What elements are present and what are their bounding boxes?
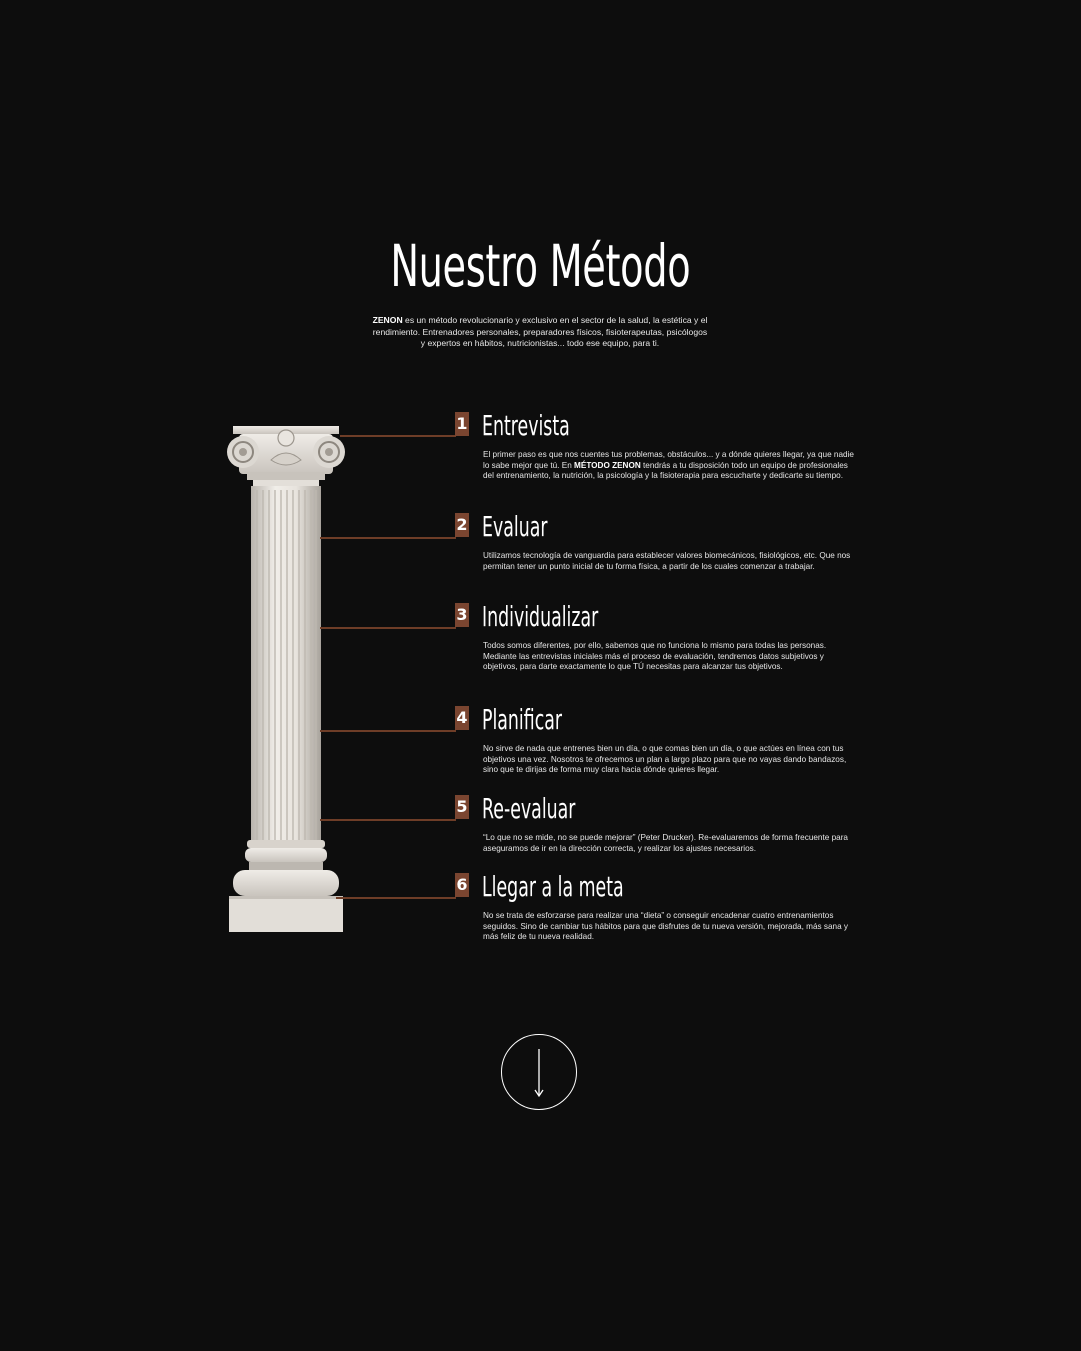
step-4-title: Planificar bbox=[482, 703, 563, 736]
step-1-desc-bold: MÉTODO ZENON bbox=[574, 460, 641, 470]
step-6-title: Llegar a la meta bbox=[482, 870, 624, 903]
step-3-description: Todos somos diferentes, por ello, sabemos que no funciona lo mismo para todas las personas. Mediante las entrevistas iniciales más el proceso de evaluación, tendremos datos subjetivos y objetivos, para darte exactamente lo que TÚ necesitas para alcanzar tus objetivos. bbox=[483, 641, 827, 672]
step-5-description: “Lo que no se mide, no se puede mejorar” (Peter Drucker). Re-evaluaremos de forma frecuente para aseguramos de ir en la dirección correcta, y realizar los ajustes necesarios. bbox=[483, 833, 848, 853]
step-3-connector-line bbox=[320, 627, 456, 629]
step-5-number-badge: 5 bbox=[455, 795, 469, 819]
brand-name: ZENON bbox=[372, 315, 403, 325]
step-4-description: No sirve de nada que entrenes bien un día, o que comas bien un día, o que actúes en línea con tus objetivos una vez. Nosotros te ofrecemos un plan a largo plazo para que no vayas dando bandazos, sino que te dirijas de forma muy clara hacia dónde quieres llegar. bbox=[483, 744, 847, 775]
intro-text-3: y expertos en hábitos, nutricionistas... todo ese equipo, para ti. bbox=[420, 338, 660, 348]
step-6-number-badge: 6 bbox=[455, 873, 469, 897]
scroll-down-button[interactable] bbox=[501, 1034, 577, 1110]
step-2-title: Evaluar bbox=[482, 510, 548, 543]
step-4-connector-line bbox=[320, 730, 456, 732]
arrow-down-icon bbox=[502, 1035, 576, 1109]
step-1-desc-text: El primer paso es que nos cuentes tus problemas, obstáculos... y a dónde quieres llegar, ya que nadie lo sabe mejor que tú. En bbox=[483, 450, 854, 470]
step-1-title: Entrevista bbox=[482, 409, 570, 442]
step-3-number-badge: 3 bbox=[455, 603, 469, 627]
intro-paragraph bbox=[340, 315, 740, 350]
step-6-connector-line bbox=[336, 897, 456, 899]
intro-text-1: es un método revolucionario y exclusivo en el sector de la salud, la estética y el bbox=[402, 315, 708, 325]
step-1-description bbox=[483, 450, 858, 482]
step-4-number-badge: 4 bbox=[455, 706, 469, 730]
step-3-title: Individualizar bbox=[482, 600, 599, 633]
step-2-description: Utilizamos tecnología de vanguardia para establecer valores biomecánicos, fisiológicos, etc. Que nos permitan tener un punto inicial de tu forma física, a partir de los cuales comenzar a trabajar. bbox=[483, 551, 851, 571]
step-6-description: No se trata de esforzarse para realizar una “dieta” o conseguir encadenar cuatro entrenamientos seguidos. Sino de cambiar tus hábitos para que disfrutes de tu nueva versión, mejorada, más sana y más feliz de tu nueva realidad. bbox=[483, 911, 849, 942]
intro-text-2: rendimiento. Entrenadores personales, preparadores físicos, fisioterapeutas, psicólogos bbox=[372, 326, 708, 337]
step-2-connector-line bbox=[320, 537, 456, 539]
step-1-number-badge: 1 bbox=[455, 412, 469, 436]
ionic-column-image bbox=[225, 420, 347, 932]
page-title: Nuestro Método bbox=[390, 232, 691, 300]
step-5-title: Re-evaluar bbox=[482, 792, 576, 825]
step-5-connector-line bbox=[320, 819, 456, 821]
step-1-connector-line bbox=[340, 435, 456, 437]
step-1-desc-text-end: tendrás a tu disposición todo un equipo de profesionales del entrenamiento, la nutrición, la psicología y la fisioterapia para escucharte y dedicarte su tiempo. bbox=[483, 460, 848, 481]
step-2-number-badge: 2 bbox=[455, 513, 469, 537]
